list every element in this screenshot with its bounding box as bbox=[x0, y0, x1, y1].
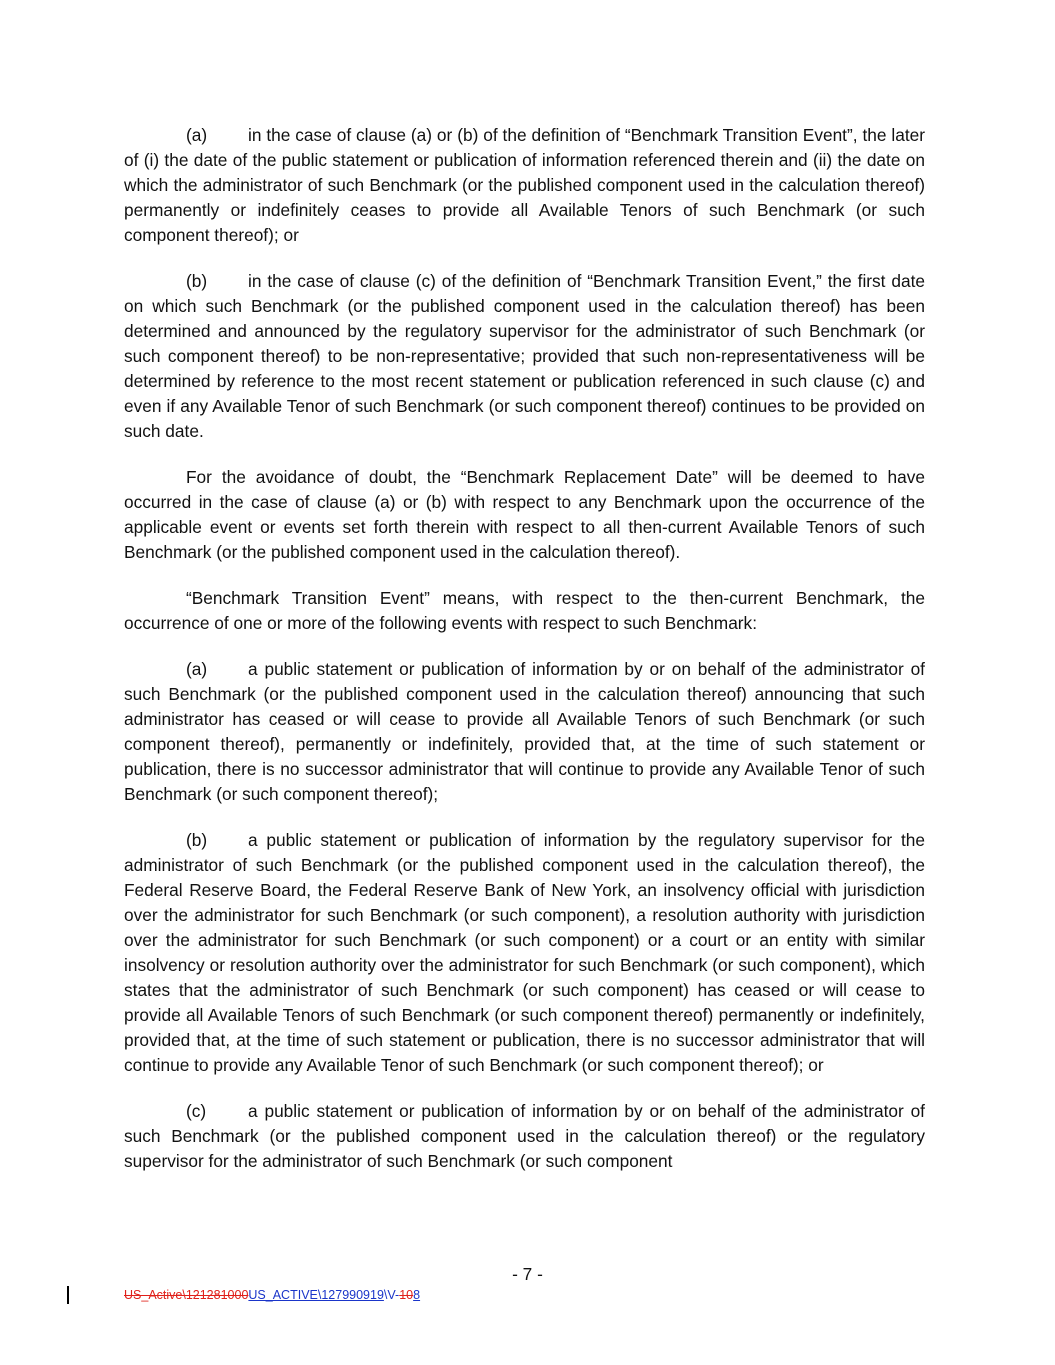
paragraph-transition-event-b bbox=[124, 828, 925, 1078]
paragraph-text: a public statement or publication of information by the regulatory supervisor for the administrator of such Benchmark (or the published component used in the calculation thereof), the Federal Reserve Board, the Federal Reserve Bank of New York, an insolvency official with jurisdiction over the administrator for such Benchmark (or such component), a resolution authority with jurisdiction over the administrator for such Benchmark (or such component) or a court or an entity with similar insolvency or resolution authority over the administrator for such Benchmark (or such component), which states that the administrator of such Benchmark (or such component) has ceased or will cease to provide all Available Tenors of such Benchmark (or such component thereof) permanently or indefinitely, provided that, at the time of such statement or publication, there is no successor administrator that will continue to provide any Available Tenor of such Benchmark (or such component thereof); or bbox=[124, 830, 925, 1075]
paragraph-replacement-date-a bbox=[124, 123, 925, 248]
document-body bbox=[124, 123, 925, 1195]
paragraph-replacement-date-b bbox=[124, 269, 925, 444]
paragraph-text: “Benchmark Transition Event” means, with respect to the then-current Benchmark, the occurrence of one or more of the following events with respect to such Benchmark: bbox=[124, 588, 925, 633]
doc-version-separator: \V- bbox=[383, 1288, 400, 1302]
paragraph-text: a public statement or publication of information by or on behalf of the administrator of such Benchmark (or the published component used in the calculation thereof) or the regulatory supervisor for the administrator of such Benchmark (or such component bbox=[124, 1101, 925, 1171]
paragraph-text: in the case of clause (c) of the definition of “Benchmark Transition Event,” the first date on which such Benchmark (or the published component used in the calculation thereof) has been determined and announced by the regulatory supervisor for the administrator of such Benchmark (or such component thereof) to be non-representative; provided that such non-representativeness will be determined by reference to the most recent statement or publication referenced in such clause (c) and even if any Available Tenor of such Benchmark (or such component thereof) continues to be provided on such date. bbox=[124, 271, 925, 441]
paragraph-transition-event-definition bbox=[124, 586, 925, 636]
change-bar bbox=[67, 1286, 69, 1304]
clause-marker: (a) bbox=[186, 125, 208, 145]
deleted-version: 10 bbox=[399, 1288, 414, 1302]
page-number: - 7 - bbox=[512, 1264, 543, 1284]
paragraph-text: For the avoidance of doubt, the “Benchmark Replacement Date” will be deemed to have occurred in the case of clause (a) or (b) with respect to any Benchmark upon the occurrence of the applicable event or events set forth therein with respect to all then-current Available Tenors of such Benchmark (or the published component used in the calculation thereof). bbox=[124, 467, 925, 562]
clause-marker: (b) bbox=[186, 271, 208, 291]
paragraph-avoidance-of-doubt bbox=[124, 465, 925, 565]
paragraph-transition-event-a bbox=[124, 657, 925, 807]
clause-marker: (a) bbox=[186, 659, 208, 679]
clause-marker: (b) bbox=[186, 830, 208, 850]
paragraph-text: a public statement or publication of information by or on behalf of the administrator of such Benchmark (or the published component used in the calculation thereof) announcing that such administrator has ceased or will cease to provide all Available Tenors of such Benchmark (or such component thereof), permanently or indefinitely, provided that, at the time of such statement or publication, there is no successor administrator that will continue to provide any Available Tenor of such Benchmark (or such component thereof); bbox=[124, 659, 925, 804]
clause-marker: (c) bbox=[186, 1101, 207, 1121]
deleted-doc-id: US_Active\121281000 bbox=[124, 1288, 249, 1302]
paragraph-transition-event-c bbox=[124, 1099, 925, 1174]
document-id-footer bbox=[124, 1288, 420, 1303]
inserted-version: 8 bbox=[413, 1288, 421, 1302]
paragraph-text: in the case of clause (a) or (b) of the definition of “Benchmark Transition Event”, the later of (i) the date of the public statement or publication of information referenced therein and (ii) the date on which the administrator of such Benchmark (or the published component used in the calculation thereof) permanently or indefinitely ceases to provide all Available Tenors of such Benchmark (or such component thereof); or bbox=[124, 125, 925, 245]
inserted-doc-id: US_ACTIVE\127990919 bbox=[248, 1288, 384, 1302]
